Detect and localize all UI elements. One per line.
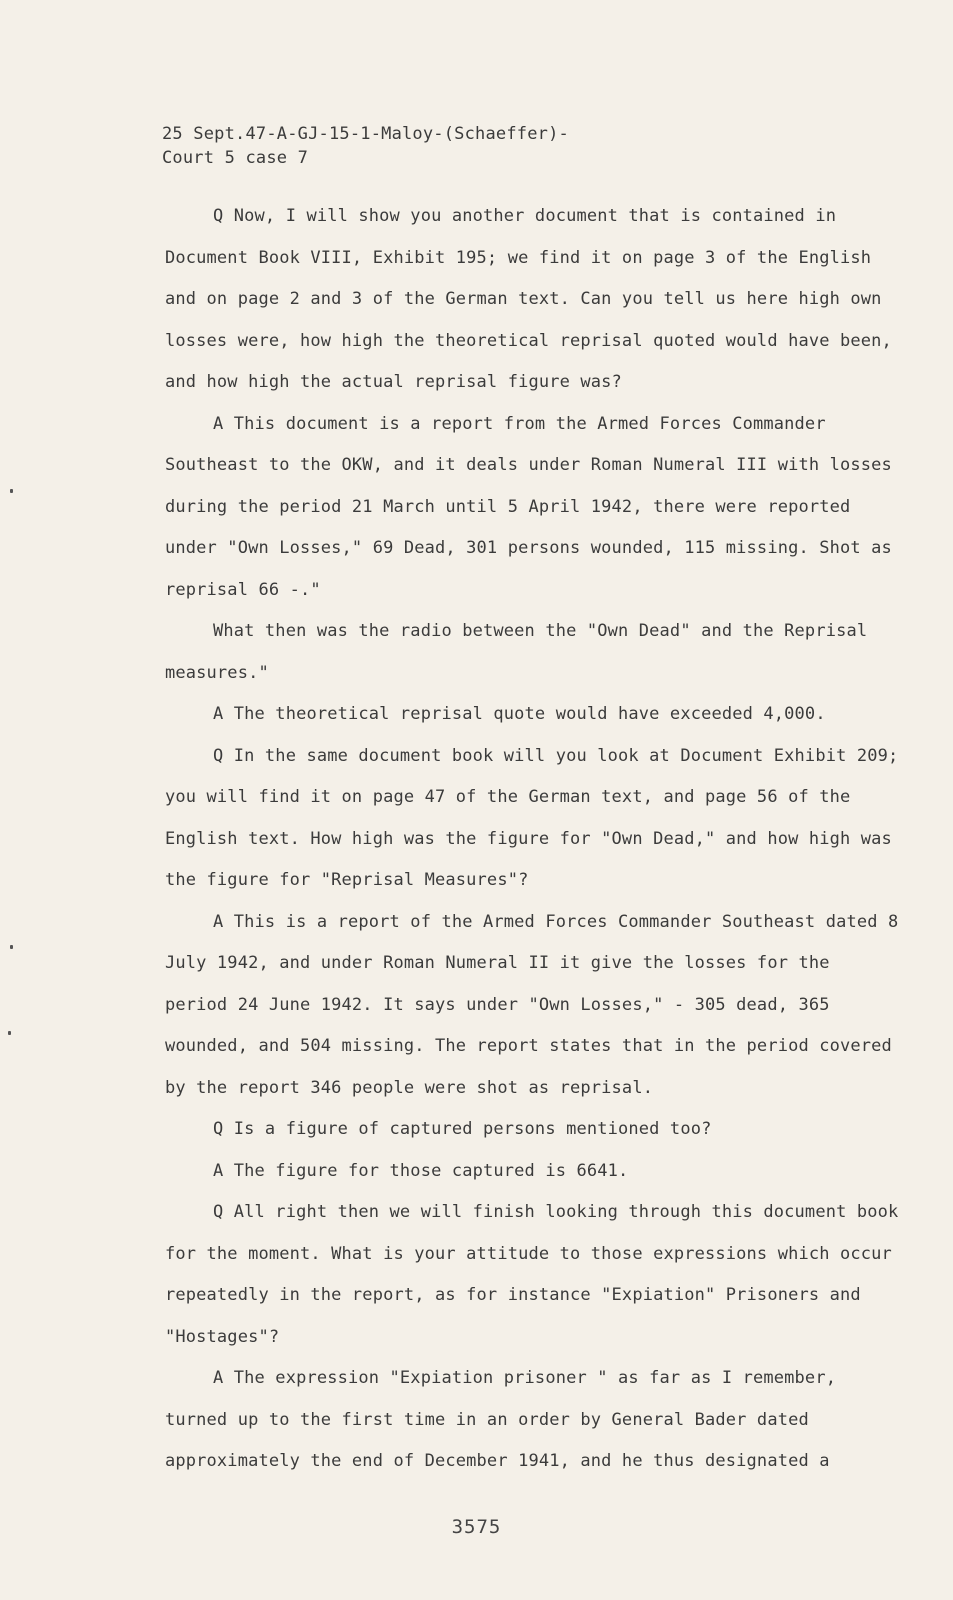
paragraph-5: Q In the same document book will you look at Document Exhibit 209; you will find it on page 47 of the German text, and page 56 of the English text. How high was the figure for "Own Dead," and how high was the figure for "Reprisal Measures"? — [165, 745, 899, 890]
page-number: 3575 — [451, 1516, 502, 1538]
transcript-body — [165, 196, 900, 1483]
paragraph-3: What then was the radio between the "Own Dead" and the Reprisal measures." — [165, 621, 868, 683]
document-header — [162, 122, 569, 170]
paragraph-4: A The theoretical reprisal quote would have exceeded 4,000. — [213, 704, 826, 724]
header-line-2: Court 5 case 7 — [162, 148, 309, 168]
paragraph-7: Q Is a figure of captured persons mentioned too? — [213, 1119, 712, 1139]
paragraph-8: A The figure for those captured is 6641. — [213, 1160, 629, 1181]
margin-mark — [10, 489, 13, 493]
margin-mark — [8, 1031, 11, 1035]
paragraph-2: A This document is a report from the Armed Forces Commander Southeast to the OKW, and it deals under Roman Numeral III with losses during the period 21 March until 5 April 1942, there were reported under "Own Losses," 69 Dead, 301 persons wounded, 115 missing. Shot as reprisal 66 -." — [165, 413, 892, 600]
header-line-1: 25 Sept.47-A-GJ-15-1-Maloy-(Schaeffer)- — [162, 124, 569, 144]
paragraph-1: Q Now, I will show you another document that is contained in Document Book VIII, Exhibit 195; we find it on page 3 of the English and on page 2 and 3 of the German text. Can you tell us here high own losses were, how high the theoretical reprisal quoted would have been, and how high the actual reprisal figure was? — [165, 206, 892, 392]
paragraph-10: A The expression "Expiation prisoner " as far as I remember, turned up to the first time in an order by General Bader dated approximately the end of December 1941, and he thus designated a — [165, 1368, 837, 1471]
paragraph-9: Q All right then we will finish looking through this document book for the moment. What is your attitude to those expressions which occur repeatedly in the report, as for instance "Expiation" Prisoners and "Hostages"? — [165, 1202, 899, 1347]
margin-mark — [10, 945, 13, 949]
paragraph-6: A This is a report of the Armed Forces Commander Southeast dated 8 July 1942, and under Roman Numeral II it give the losses for the period 24 June 1942. It says under "Own Losses," - 305 dead, 365 wounded, and 504 missing. The report states that in the period covered by the report 346 people were shot as reprisal. — [165, 911, 899, 1098]
